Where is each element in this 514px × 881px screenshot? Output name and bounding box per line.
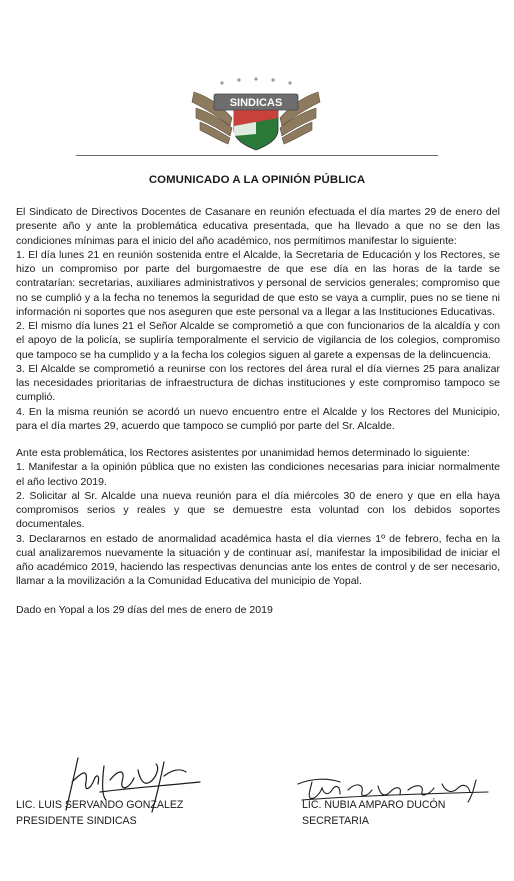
decision-3: 3. Declararnos en estado de anormalidad académica hasta el día viernes 1º de febrero, fecha en la cual analizaremos nuevamente la situación y de continuar así, manifestar la imposibilidad de iniciar el año académico 2019, haciendo las respectivas denuncias ante los entes de control y de ser necesario, llamar a la movilización a la Comunidad Educativa del municipio de Yopal.	[16, 532, 500, 588]
point-3: 3. El Alcalde se comprometió a reunirse con los rectores del área rural el día viernes 25 para analizar las necesidades prioritarias de infraestructura de dichas instituciones y este compromiso tampoco se cumplió.	[16, 362, 500, 404]
president-name: LIC. LUIS SERVANDO GONZALEZ	[16, 799, 184, 811]
president-role: PRESIDENTE SINDICAS	[16, 814, 137, 827]
decision-intro: Ante esta problemática, los Rectores asistentes por unanimidad hemos determinado lo siguiente:	[16, 447, 470, 459]
secretary-name: LIC. NUBIA AMPARO DUCÓN	[302, 799, 446, 811]
header-rule	[76, 155, 438, 156]
closing-line: Dado en Yopal a los 29 días del mes de enero de 2019	[16, 603, 273, 616]
signature-block-president	[16, 798, 183, 829]
point-1: 1. El día lunes 21 en reunión sostenida entre el Alcalde, la Secretaria de Educación y los Rectores, se hizo un compromiso por parte del burgomaestre de que ese día en las horas de la tarde se contratarían: secretarias, auxiliares administrativos y personal de servicios generales; compromiso que no se cumplió y a la fecha no tenemos la seguridad de que esto se vaya a cumplir, pues no se tiene ni información ni soportes que nos aseguren que este personal va a llegar a las Instituciones Educativas.	[16, 248, 500, 318]
secretary-role: SECRETARIA	[302, 814, 369, 827]
signature-block-secretary	[302, 798, 445, 829]
document-body	[16, 205, 500, 617]
sindicas-logo	[186, 74, 326, 152]
point-4: 4. En la misma reunión se acordó un nuevo encuentro entre el Alcalde y los Rectores del Municipio, para el día martes 29, acuerdo que tampoco se cumplió por parte del Sr. Alcalde.	[16, 405, 500, 432]
decision-1: 1. Manifestar a la opinión pública que no existen las condiciones necesarias para iniciar normalmente el año lectivo 2019.	[16, 461, 500, 488]
intro-paragraph: El Sindicato de Directivos Docentes de Casanare en reunión efectuada el día martes 29 de enero del presente año y ante la problemática educativa presentada, que ha llevado a que no se den las condiciones mínimas para el inicio del año académico, nos permitimos manifestar lo siguiente:	[16, 206, 500, 247]
decision-2: 2. Solicitar al Sr. Alcalde una nueva reunión para el día miércoles 30 de enero y que en ella haya compromisos serios y reales y que se demuestre esta voluntad con los debidos soportes documentales.	[16, 489, 500, 531]
document-title: COMUNICADO A LA OPINIÓN PÚBLICA	[148, 174, 366, 186]
logo-text: SINDICAS	[229, 97, 283, 109]
point-2: 2. El mismo día lunes 21 el Señor Alcalde se comprometió a que con funcionarios de la alcaldía y con el apoyo de la policía, se supliría temporalmente el servicio de vigilancia de los colegios, compromiso que tampoco se ha cumplido y a la fecha los colegios siguen al garete a expensas de la delincuencia.	[16, 320, 500, 361]
